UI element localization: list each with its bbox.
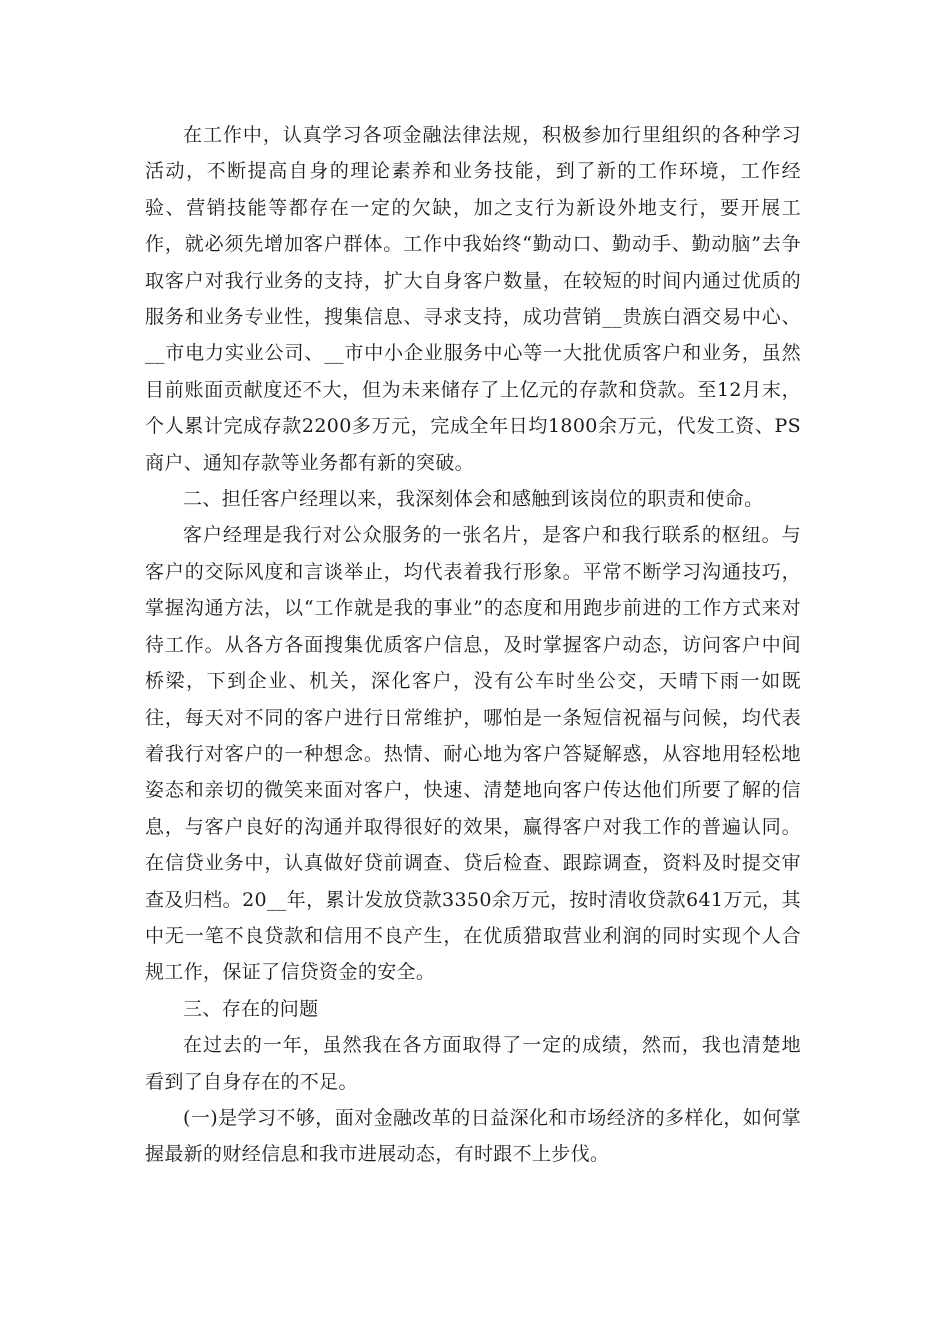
paragraph-shortcoming-one: (一)是学习不够，面对金融改革的日益深化和市场经济的多样化，如何掌握最新的财经信息和我市进展动态，有时跟不上步伐。 — [145, 1106, 801, 1166]
paragraph-work-study: 在工作中，认真学习各项金融法律法规，积极参加行里组织的各种学习活动，不断提高自身的理论素养和业务技能，到了新的工作环境，工作经验、营销技能等都存在一定的欠缺，加之支行为新设外地支行，要开展工作，就必须先增加客户群体。工作中我始终“勤动口、勤动手、勤动脑”去争取客户对我行业务的支持，扩大自身客户数量，在较短的时间内通过优质的服务和业务专业性，搜集信息、寻求支持，成功营销__贵族白酒交易中心、__市电力实业公司、__市中小企业服务中心等一大批优质客户和业务，虽然目前账面贡献度还不大，但为未来储存了上亿元的存款和贷款。至12月末，个人累计完成存款2200多万元，完成全年日均1800余万元，代发工资、PS商户、通知存款等业务都有新的突破。 — [145, 124, 801, 474]
paragraph-shortcomings-intro: 在过去的一年，虽然我在各方面取得了一定的成绩，然而，我也清楚地看到了自身存在的不足。 — [145, 1034, 801, 1093]
document-body — [145, 117, 801, 1173]
paragraph-section-three-heading: 三、存在的问题 — [183, 997, 319, 1020]
paragraph-customer-manager: 客户经理是我行对公众服务的一张名片，是客户和我行联系的枢纽。与客户的交际风度和言谈举止，均代表着我行形象。平常不断学习沟通技巧，掌握沟通方法，以“工作就是我的事业”的态度和用跑步前进的工作方式来对待工作。从各方各面搜集优质客户信息，及时掌握客户动态，访问客户中间桥梁，下到企业、机关，深化客户，没有公车时坐公交，天晴下雨一如既往，每天对不同的客户进行日常维护，哪怕是一条短信祝福与问候，均代表着我行对客户的一种想念。热情、耐心地为客户答疑解惑，从容地用轻松地姿态和亲切的微笑来面对客户，快速、清楚地向客户传达他们所要了解的信息，与客户良好的沟通并取得很好的效果，赢得客户对我工作的普遍认同。在信贷业务中，认真做好贷前调查、贷后检查、跟踪调查，资料及时提交审查及归档。20__年，累计发放贷款3350余万元，按时清收贷款641万元，其中无一笔不良贷款和信用不良产生，在优质猎取营业利润的同时实现个人合规工作，保证了信贷资金的安全。 — [145, 524, 801, 984]
paragraph-section-two-heading: 二、担任客户经理以来，我深刻体会和感触到该岗位的职责和使命。 — [183, 488, 764, 511]
